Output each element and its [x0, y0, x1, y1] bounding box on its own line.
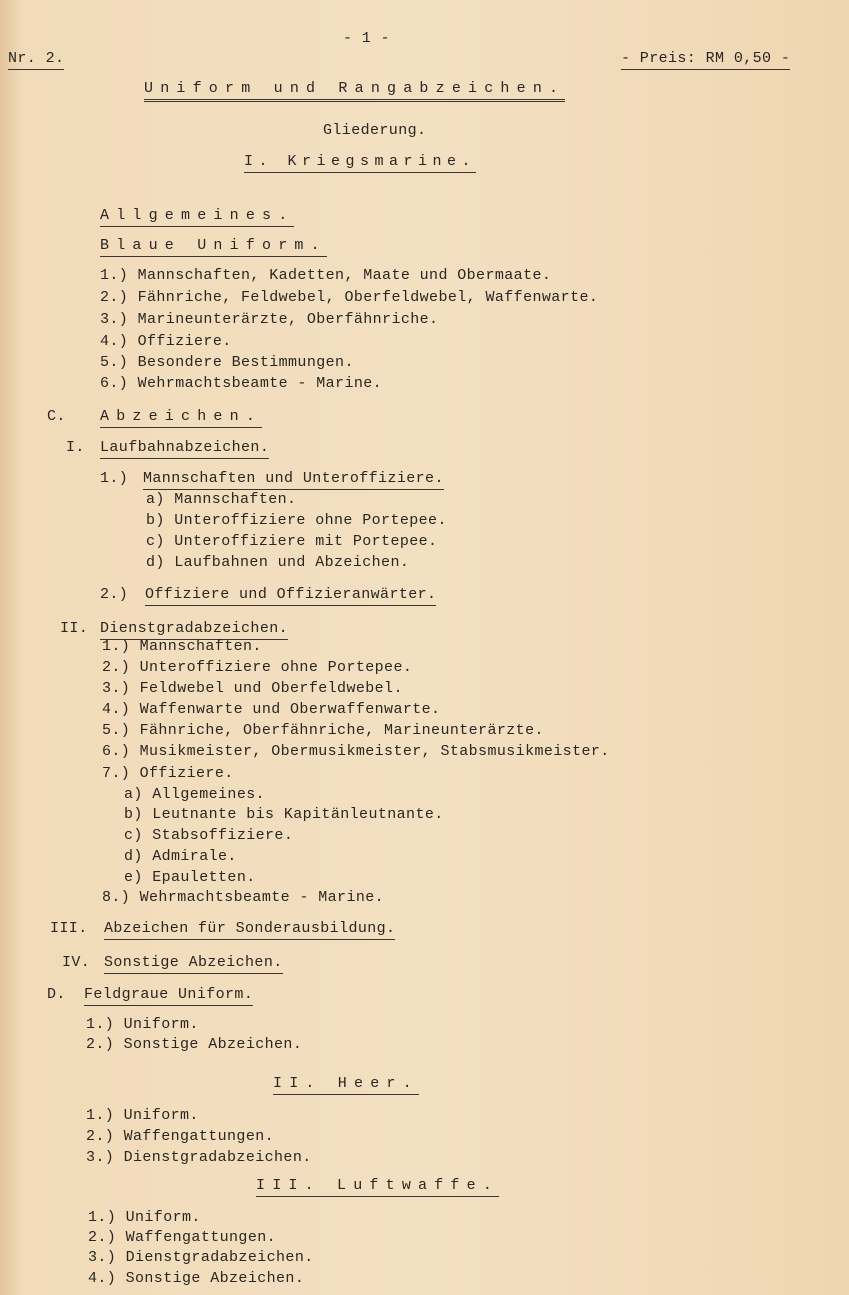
list-item: b) Unteroffiziere ohne Portepee. [146, 512, 447, 529]
list-item: 3.) Dienstgradabzeichen. [88, 1249, 314, 1266]
price-label: - Preis: RM 0,50 - [621, 50, 790, 70]
heading-dienstgradabzeichen: Dienstgradabzeichen. [100, 620, 288, 640]
list-item: 8.) Wehrmachtsbeamte - Marine. [102, 889, 385, 906]
list-item: 6.) Wehrmachtsbeamte - Marine. [100, 375, 383, 392]
page-number: - 1 - [343, 30, 391, 47]
heading-abzeichen: Abzeichen. [100, 408, 262, 428]
list-item: 2.) Waffengattungen. [88, 1229, 277, 1246]
list-item: b) Leutnante bis Kapitänleutnante. [124, 806, 444, 823]
list-item: d) Admirale. [124, 848, 237, 865]
list-item: 2.) Sonstige Abzeichen. [86, 1036, 303, 1053]
section-heading-heer: II. Heer. [273, 1075, 419, 1095]
list-item: 3.) Marineunterärzte, Oberfähnriche. [100, 311, 439, 328]
section-heading-kriegsmarine: I. Kriegsmarine. [244, 153, 476, 173]
document-title: Uniform und Rangabzeichen. [144, 80, 565, 102]
document-subtitle: Gliederung. [323, 122, 427, 139]
heading-allgemeines: Allgemeines. [100, 207, 294, 227]
section-label-ii: II. [60, 620, 89, 637]
list-item: e) Epauletten. [124, 869, 256, 886]
list-item: 1.) Mannschaften, Kadetten, Maate und Obermaate. [100, 267, 552, 284]
section-heading-luftwaffe: III. Luftwaffe. [256, 1177, 499, 1197]
heading-blaue-uniform: Blaue Uniform. [100, 237, 327, 257]
list-item: c) Unteroffiziere mit Portepee. [146, 533, 438, 550]
list-item: 2.) Waffengattungen. [86, 1128, 275, 1145]
list-item: 3.) Feldwebel und Oberfeldwebel. [102, 680, 403, 697]
list-item: 4.) Waffenwarte und Oberwaffenwarte. [102, 701, 441, 718]
list-item: 4.) Sonstige Abzeichen. [88, 1270, 305, 1287]
list-item: 3.) Dienstgradabzeichen. [86, 1149, 312, 1166]
list-item: 4.) Offiziere. [100, 333, 232, 350]
heading-mannschaften-unteroffiziere: Mannschaften und Unteroffiziere. [143, 470, 444, 490]
list-item: 2.) Fähnriche, Feldwebel, Oberfeldwebel, Waffenwarte. [100, 289, 599, 306]
list-number: 1.) [100, 470, 129, 487]
heading-feldgraue-uniform: Feldgraue Uniform. [84, 986, 253, 1006]
list-item: a) Mannschaften. [146, 491, 297, 508]
list-item: 2.) Unteroffiziere ohne Portepee. [102, 659, 413, 676]
list-item: 7.) Offiziere. [102, 765, 234, 782]
section-label-i: I. [66, 439, 85, 456]
list-item: 6.) Musikmeister, Obermusikmeister, Stabsmusikmeister. [102, 743, 610, 760]
section-label-iv: IV. [62, 954, 91, 971]
list-item: 1.) Mannschaften. [102, 638, 262, 655]
section-label-d: D. [47, 986, 66, 1003]
list-item: d) Laufbahnen und Abzeichen. [146, 554, 410, 571]
list-item: 1.) Uniform. [86, 1016, 199, 1033]
list-item: c) Stabsoffiziere. [124, 827, 294, 844]
list-number: 2.) [100, 586, 129, 603]
section-label-c: C. [47, 408, 66, 425]
heading-offiziere-offizieranwaerter: Offiziere und Offizieranwärter. [145, 586, 436, 606]
list-item: 5.) Besondere Bestimmungen. [100, 354, 354, 371]
heading-sonderausbildung: Abzeichen für Sonderausbildung. [104, 920, 395, 940]
heading-sonstige-abzeichen: Sonstige Abzeichen. [104, 954, 283, 974]
list-item: a) Allgemeines. [124, 786, 266, 803]
list-item: 5.) Fähnriche, Oberfähnriche, Marineunterärzte. [102, 722, 544, 739]
list-item: 1.) Uniform. [88, 1209, 201, 1226]
section-label-iii: III. [50, 920, 88, 937]
document-number: Nr. 2. [8, 50, 64, 70]
list-item: 1.) Uniform. [86, 1107, 199, 1124]
heading-laufbahnabzeichen: Laufbahnabzeichen. [100, 439, 269, 459]
